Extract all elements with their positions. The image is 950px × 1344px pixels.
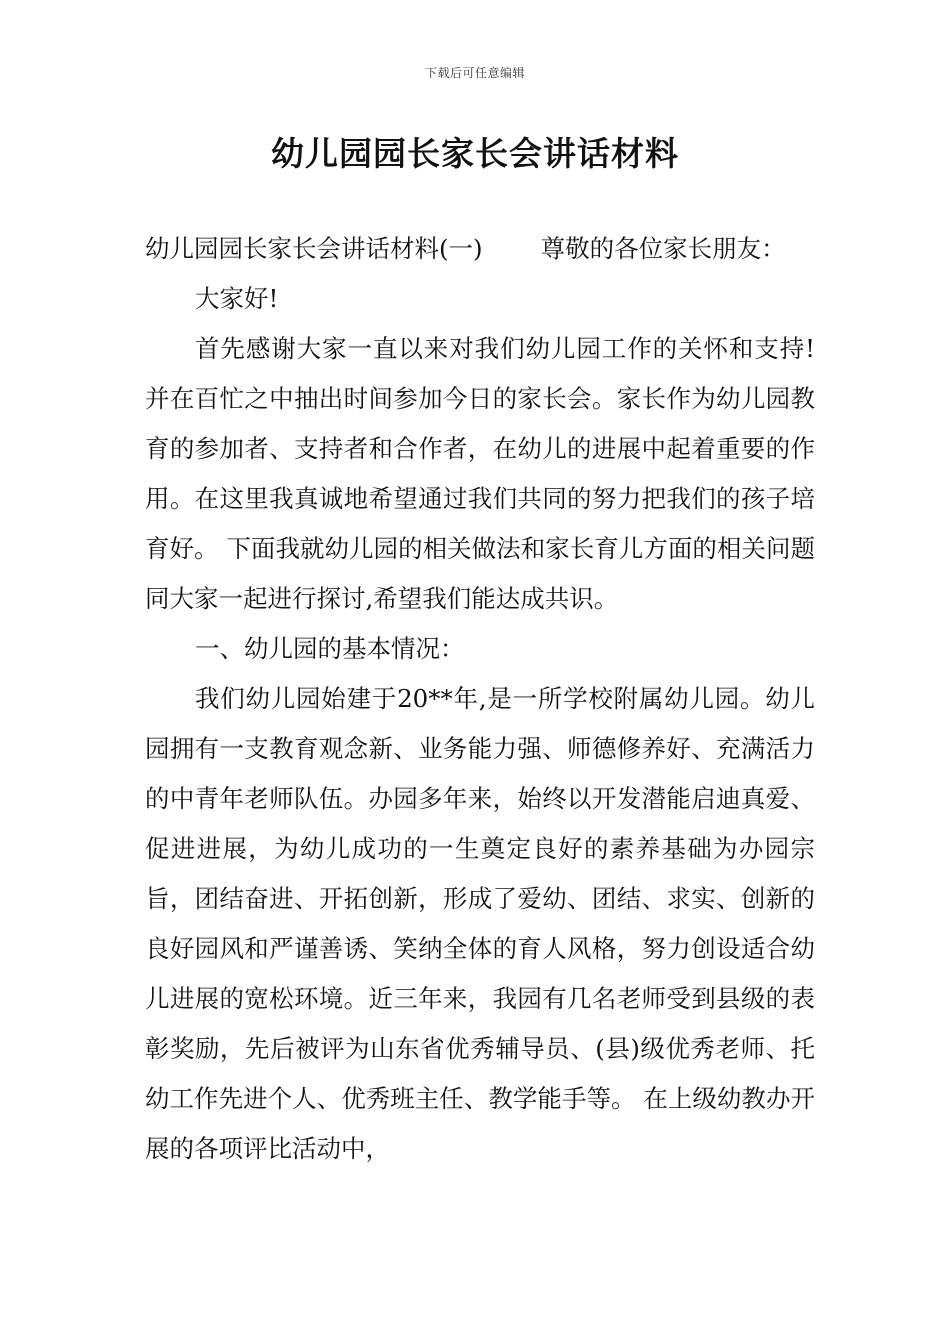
salutation: 尊敬的各位家长朋友： [540, 234, 786, 263]
opening-line [145, 224, 815, 274]
paragraph-basic-info: 我们幼儿园始建于20**年,是一所学校附属幼儿园。幼儿园拥有一支教育观念新、业务能力强、师德修养好、充满活力的中青年老师队伍。办园多年来，始终以开发潜能启迪真爱、促进进展，为幼儿成功的一生奠定良好的素养基础为办园宗旨，团结奋进、开拓创新，形成了爱幼、团结、求实、创新的良好园风和严谨善诱、笑纳全体的育人风格，努力创设适合幼儿进展的宽松环境。近三年来，我园有几名老师受到县级的表彰奖励，先后被评为山东省优秀辅导员、(县)级优秀老师、托幼工作先进个人、优秀班主任、教学能手等。 在上级幼教办开展的各项评比活动中， [145, 684, 815, 1163]
document-body [145, 224, 815, 1174]
header-note: 下载后可任意编辑 [424, 66, 525, 80]
section-heading-basic-info: 一、幼儿园的基本情况： [195, 634, 465, 663]
document-subtitle: 幼儿园园长家长会讲话材料(一) [145, 234, 483, 263]
document-title: 幼儿园园长家长会讲话材料 [271, 134, 679, 173]
paragraph-intro: 首先感谢大家一直以来对我们幼儿园工作的关怀和支持!并在百忙之中抽出时间参加今日的家长会。家长作为幼儿园教育的参加者、支持者和合作者，在幼儿的进展中起着重要的作用。在这里我真诚地希望通过我们共同的努力把我们的孩子培育好。 下面我就幼儿园的相关做法和家长育儿方面的相关问题同大家一起进行探讨,希望我们能达成共识。 [145, 334, 815, 613]
greeting: 大家好! [195, 284, 279, 313]
